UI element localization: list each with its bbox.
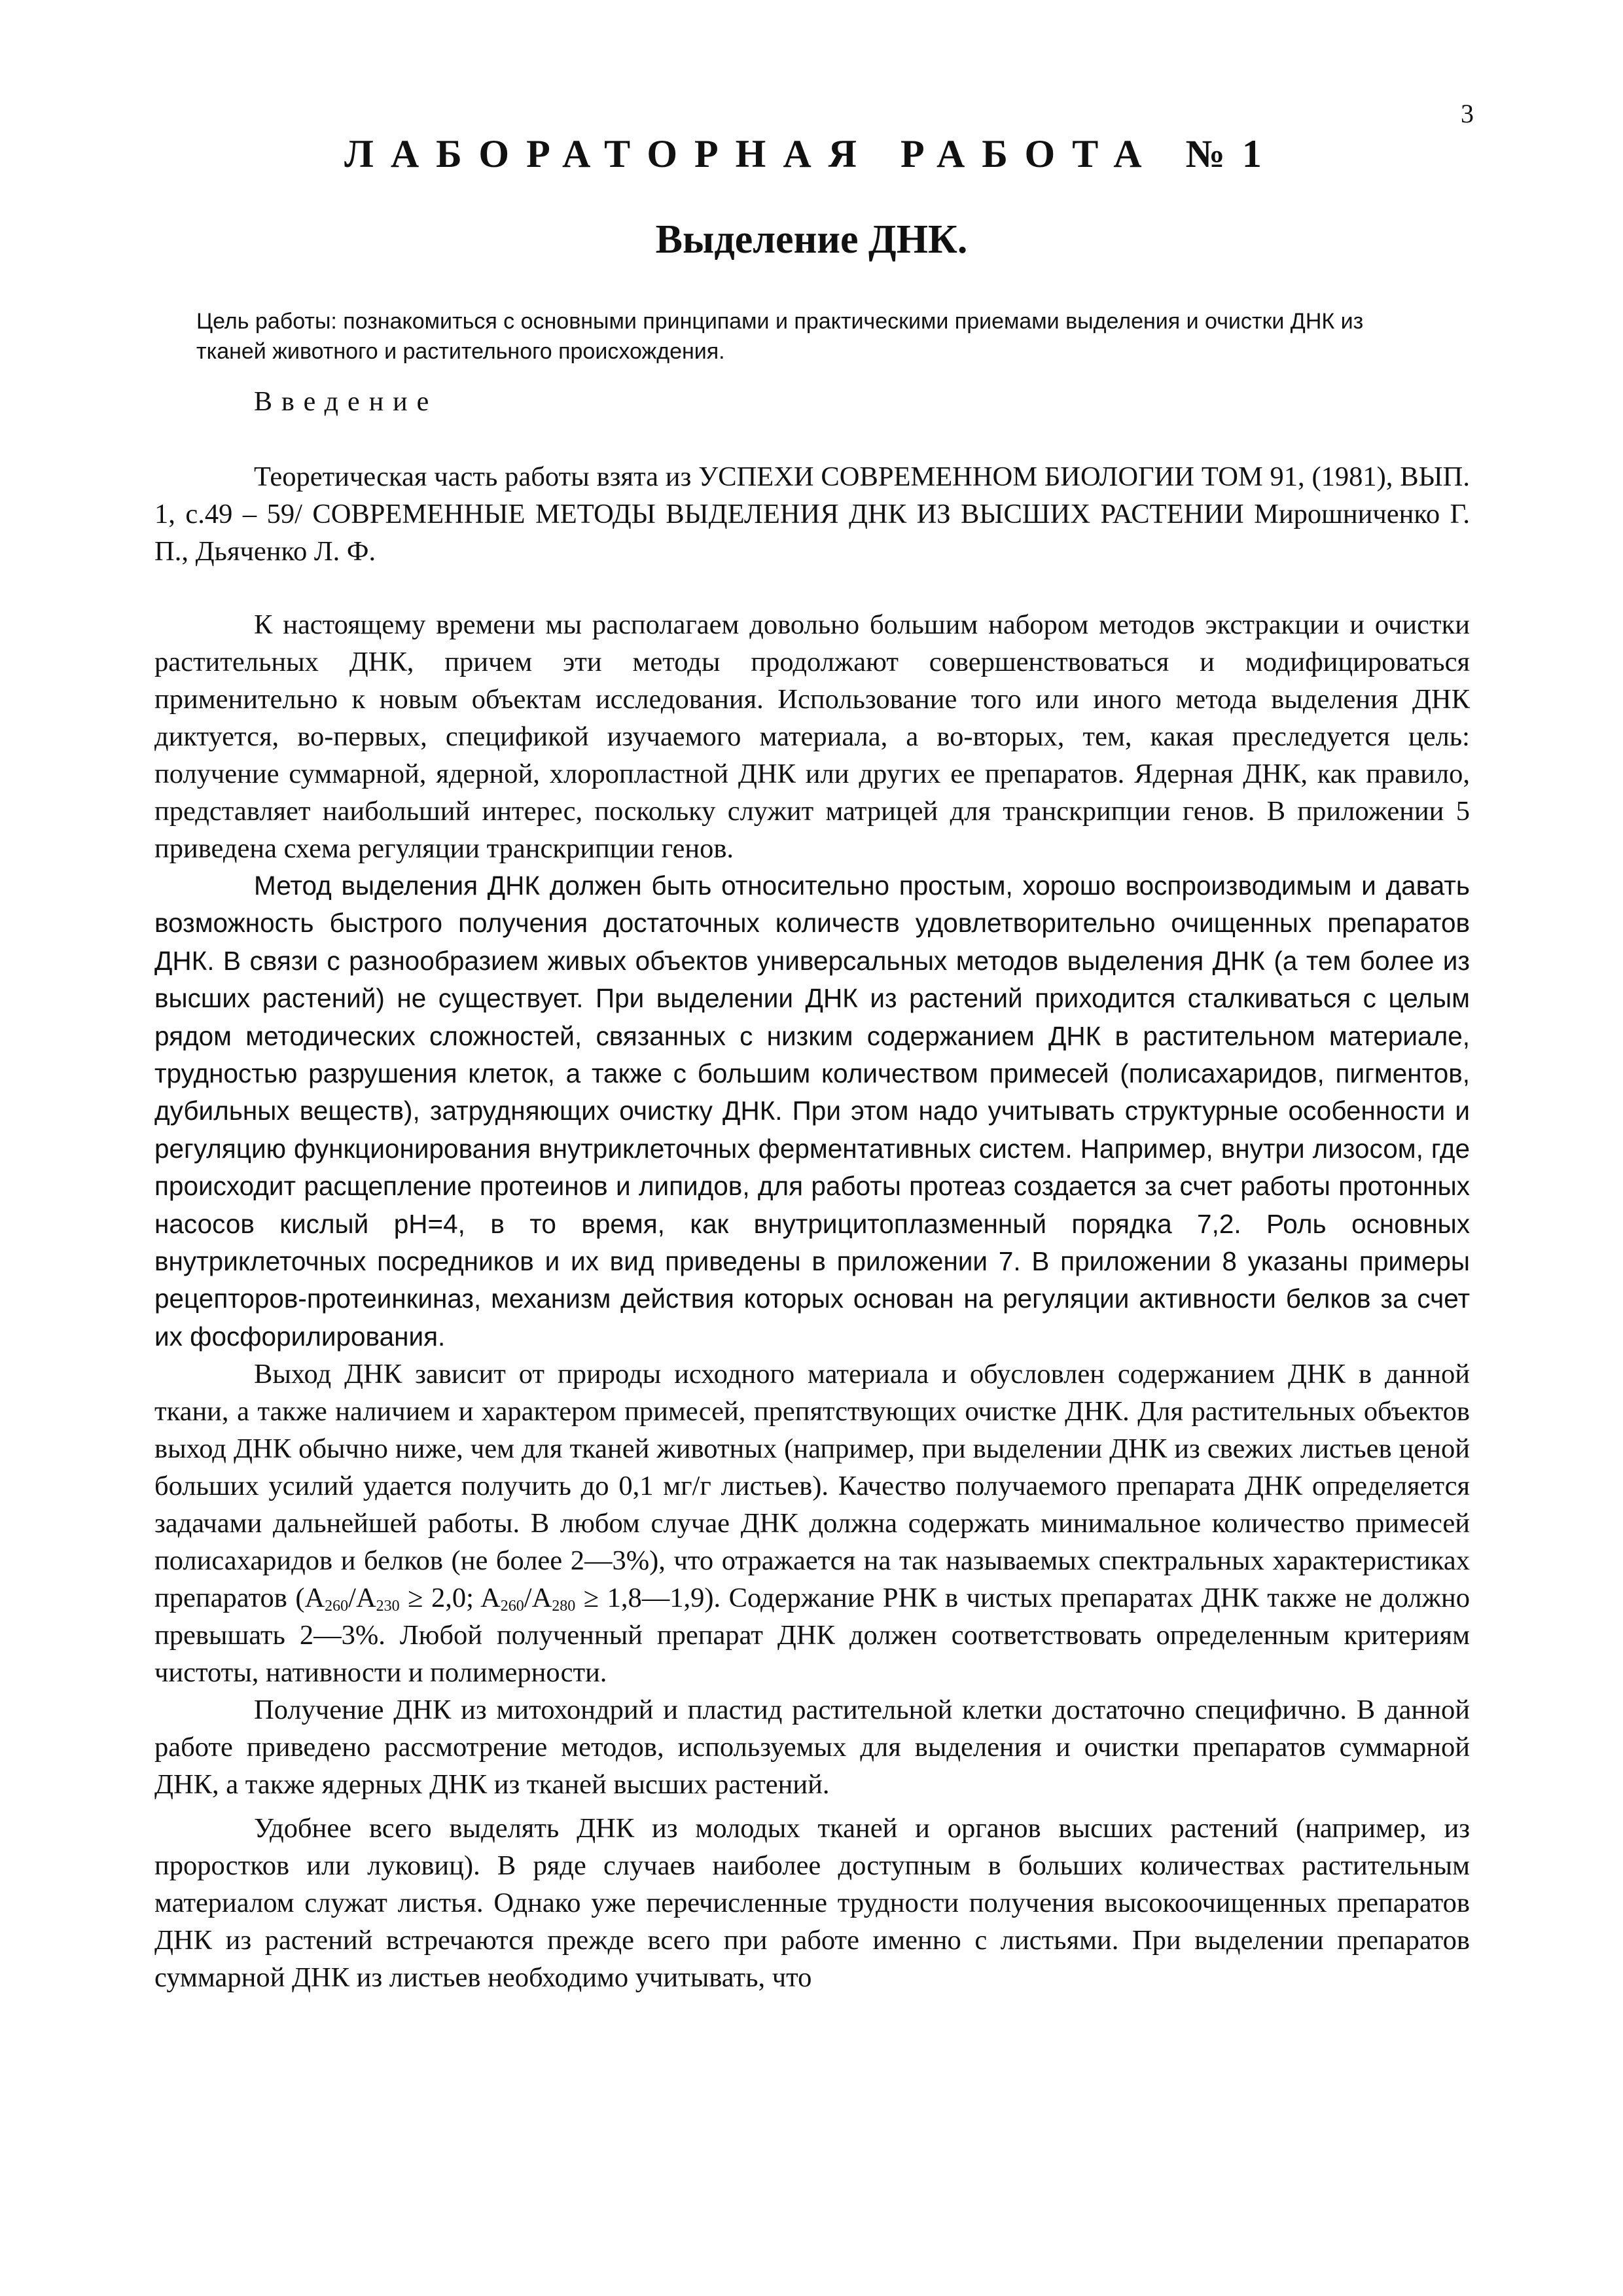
page-number: 3 [1461, 99, 1474, 128]
paragraph-5: Удобнее всего выделять ДНК из молодых тканей и органов высших растений (например, из проростков или луковиц). В ряде случаев наиболее доступным в больших количествах растительным материалом служат листья. Однако уже перечисленные трудности получения высокоочищенных препаратов ДНК из растений встречаются прежде всего при работе именно с листьями. При выделении препаратов суммарной ДНК из листьев необходимо учитывать, что [154, 1813, 1470, 1994]
paragraph-3-text-b: ≥ 1,8—1,9). Содержание РНК в чистых препаратах ДНК также не должно превышать 2—3%. Любой полученный препарат ДНК должен соответствовать определенным критериям чистоты, нативности и полимерности. [154, 1583, 1470, 1689]
formula-slash: /A [348, 1583, 376, 1614]
subtitle: Выделение ДНК. [655, 217, 968, 262]
body-text [154, 458, 1470, 1996]
paragraph-3 [154, 1355, 1470, 1691]
formula-slash-2: /A [524, 1583, 552, 1614]
source-note: Теоретическая часть работы взята из УСПЕХИ СОВРЕМЕННОМ БИОЛОГИИ ТОМ 91, (1981), ВЫП. 1, с.49 – 59/ СОВРЕМЕННЫЕ МЕТОДЫ ВЫДЕЛЕНИЯ ДНК ИЗ ВЫСШИХ РАСТЕНИИ Мирошниченко Г. П., Дьяченко Л. Ф. [154, 461, 1470, 567]
formula-sub-260b: 260 [500, 1598, 524, 1615]
paragraph-3-text-a: Выход ДНК зависит от природы исходного материала и обусловлен содержанием ДНК в данной ткани, а также наличием и характером примесей, препятствующих очистке ДНК. Для растительных объектов выход ДНК обычно ниже, чем для тканей животных (например, при выделении ДНК из свежих листьев ценой больших усилий удается получить до 0,1 мг/г листьев). Качество получаемого препарата ДНК определяется задачами дальнейшей работы. В любом случае ДНК должна содержать минимальное количество примесей полисахаридов и белков (не более 2—3%), что отражается на так называемых спектральных характеристиках препаратов ( [154, 1359, 1470, 1614]
formula-sub-280: 280 [552, 1598, 576, 1615]
formula-sub-260: 260 [325, 1598, 349, 1615]
formula-sub-230: 230 [376, 1598, 400, 1615]
work-goal: Цель работы: познакомиться с основными принципами и практическими приемами выделения и очистки ДНК из тканей животного и растительного происхождения. [196, 309, 1364, 364]
paragraph-1: К настоящему времени мы располагаем довольно большим набором методов экстракции и очистки растительных ДНК, причем эти методы продолжают совершенствоваться и модифицироваться применительно к новым объектам исследования. Использование того или иного метода выделения ДНК диктуется, во-первых, спецификой изучаемого материала, а во-вторых, тем, какая преследуется цель: получение суммарной, ядерной, хлоропластной ДНК или других ее препаратов. Ядерная ДНК, как правило, представляет наибольший интерес, поскольку служит матрицей для транскрипции генов. В приложении 5 приведена схема регуляции транскрипции генов. [154, 609, 1470, 864]
formula-a: A [304, 1583, 325, 1614]
paragraph-4: Получение ДНК из митохондрий и пластид растительной клетки достаточно специфично. В данной работе приведено рассмотрение методов, используемых для выделения и очистки препаратов суммарной ДНК, а также ядерных ДНК из тканей высших растений. [154, 1695, 1470, 1801]
lab-title: ЛАБОРАТОРНАЯ РАБОТА №1 [344, 132, 1279, 175]
formula-mid: ≥ 2,0; A [399, 1583, 501, 1614]
intro-heading: Введение [254, 387, 438, 417]
paragraph-2: Метод выделения ДНК должен быть относительно простым, хорошо воспроизводимым и давать возможность быстрого получения достаточных количеств удовлетворительно очищенных препаратов ДНК. В связи с разнообразием живых объектов универсальных методов выделения ДНК (а тем более из высших растений) не существует. При выделении ДНК из растений приходится сталкиваться с целым рядом методических сложностей, связанных с низким содержанием ДНК в растительном материале, трудностью разрушения клеток, а также с большим количеством примесей (полисахаридов, пигментов, дубильных веществ), затрудняющих очистку ДНК. При этом надо учитывать структурные особенности и регуляцию функционирования внутриклеточных ферментативных систем. Например, внутри лизосом, где происходит расщепление протеинов и липидов, для работы протеаз создается за счет работы протонных насосов кислый pH=4, в то время, как внутрицитоплазменный порядка 7,2. Роль основных внутриклеточных посредников и их вид приведены в приложении 7. В приложении 8 указаны примеры рецепторов-протеинкиназ, механизм действия которых основан на регуляции активности белков за счет их фосфорилирования. [154, 870, 1470, 1352]
